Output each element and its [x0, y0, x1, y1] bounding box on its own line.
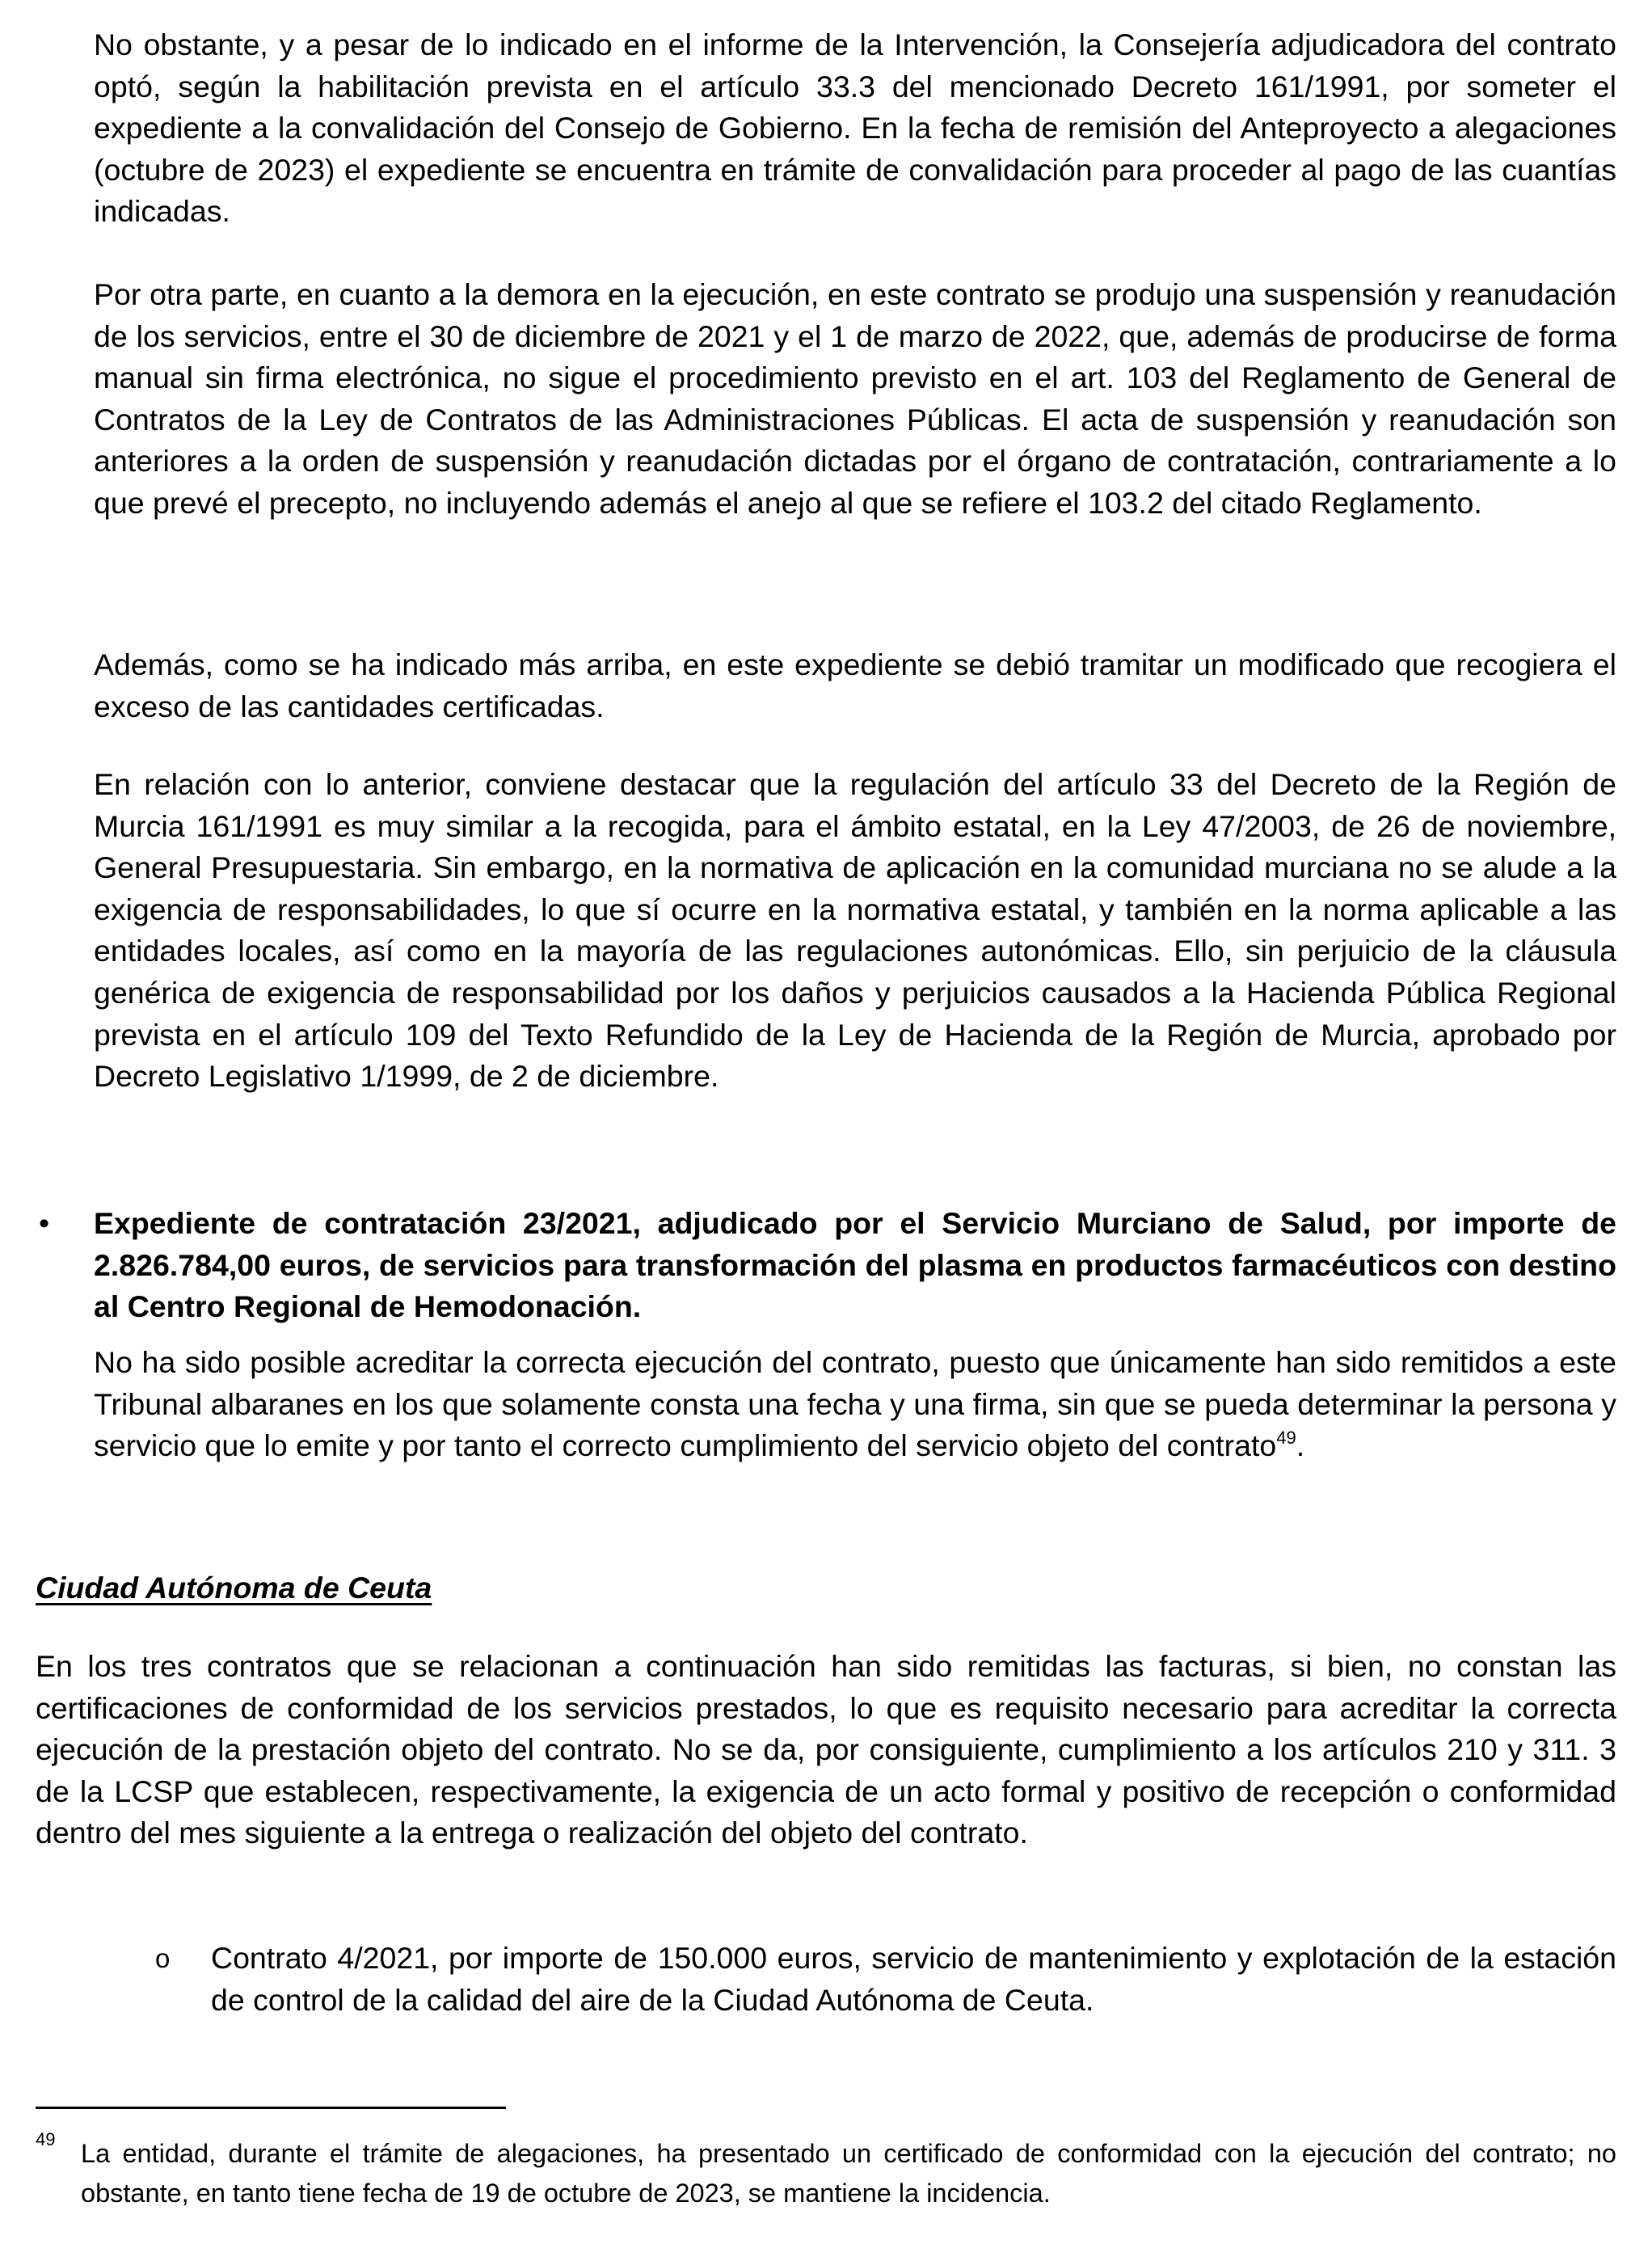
bullet-body-text: No ha sido posible acreditar la correcta ejecución del contrato, puesto que únicamente han sido remitidos a este Tribunal albaranes en los que solamente consta una fecha y una firma, sin que se pueda determinar la persona y servicio que lo emite y por tanto el correcto cumplimiento del servicio objeto del contrato	[94, 1345, 1616, 1463]
footnote-reference[interactable]: 49	[1276, 1428, 1296, 1449]
bullet-body-end: .	[1296, 1428, 1305, 1463]
footnote-number: 49	[36, 2129, 56, 2149]
section-intro: En los tres contratos que se relacionan a continuación han sido remitidas las facturas, si bien, no constan las certificaciones de conformidad de los servicios prestados, lo que es requisito necesario para acreditar la correcta ejecución de la prestación objeto del contrato. No se da, por consiguiente, cumplimiento a los artículos 210 y 311. 3 de la LCSP que establecen, respectivamente, la exigencia de un acto formal y positivo de recepción o conformidad dentro del mes siguiente a la entrega o realización del objeto del contrato.	[36, 1649, 1616, 1850]
section-heading: Ciudad Autónoma de Ceuta	[36, 1571, 432, 1605]
footnote-text: La entidad, durante el trámite de alegaciones, ha presentado un certificado de conformidad con la ejecución del contrato; no obstante, en tanto tiene fecha de 19 de octubre de 2023, se mantiene la incidencia.	[81, 2139, 1616, 2208]
footnote-separator	[36, 2107, 506, 2109]
paragraph-regulation: En relación con lo anterior, conviene destacar que la regulación del artículo 33 del Decreto de la Región de Murcia 161/1991 es muy similar a la recogida, para el ámbito estatal, en la Ley 47/2003, de 26 de noviembre, General Presupuestaria. Sin embargo, en la normativa de aplicación en la comunidad murciana no se alude a la exigencia de responsabilidades, lo que sí ocurre en la normativa estatal, y también en la norma aplicable a las entidades locales, así como en la mayoría de las regulaciones autonómicas. Ello, sin perjuicio de la cláusula genérica de exigencia de responsabilidad por los daños y perjuicios causados a la Hacienda Pública Regional prevista en el artículo 109 del Texto Refundido de la Ley de Hacienda de la Región de Murcia, aprobado por Decreto Legislativo 1/1999, de 2 de diciembre.	[94, 767, 1616, 1094]
bullet-title: Expediente de contratación 23/2021, adjudicado por el Servicio Murciano de Salud, por importe de 2.826.784,00 euros, de servicios para transformación del plasma en productos farmacéuticos con destino al Centro Regional de Hemodonación.	[94, 1206, 1616, 1324]
subitem-contract: Contrato 4/2021, por importe de 150.000 euros, servicio de mantenimiento y explotación de la estación de control de la calidad del aire de la Ciudad Autónoma de Ceuta.	[211, 1941, 1616, 2017]
paragraph-convalidation: No obstante, y a pesar de lo indicado en el informe de la Intervención, la Consejería adjudicadora del contrato optó, según la habilitación prevista en el artículo 33.3 del mencionado Decreto 161/1991, por someter el expediente a la convalidación del Consejo de Gobierno. En la fecha de remisión del Anteproyecto a alegaciones (octubre de 2023) el expediente se encuentra en trámite de convalidación para proceder al pago de las cuantías indicadas.	[94, 27, 1616, 229]
paragraph-suspension: Por otra parte, en cuanto a la demora en la ejecución, en este contrato se produjo una suspensión y reanudación de los servicios, entre el 30 de diciembre de 2021 y el 1 de marzo de 2022, que, además de producirse de forma manual sin firma electrónica, no sigue el procedimiento previsto en el art. 103 del Reglamento de General de Contratos de la Ley de Contratos de las Administraciones Públicas. El acta de suspensión y reanudación son anteriores a la orden de suspensión y reanudación dictadas por el órgano de contratación, contrariamente a lo que prevé el precepto, no incluyendo además el anejo al que se refiere el 103.2 del citado Reglamento.	[94, 277, 1616, 520]
subitem-marker: o	[155, 1943, 171, 1973]
paragraph-modification: Además, como se ha indicado más arriba, en este expediente se debió tramitar un modificado que recogiera el exceso de las cantidades certificadas.	[94, 647, 1616, 723]
bullet-marker: •	[39, 1206, 50, 1240]
bullet-body	[94, 1342, 1616, 1467]
